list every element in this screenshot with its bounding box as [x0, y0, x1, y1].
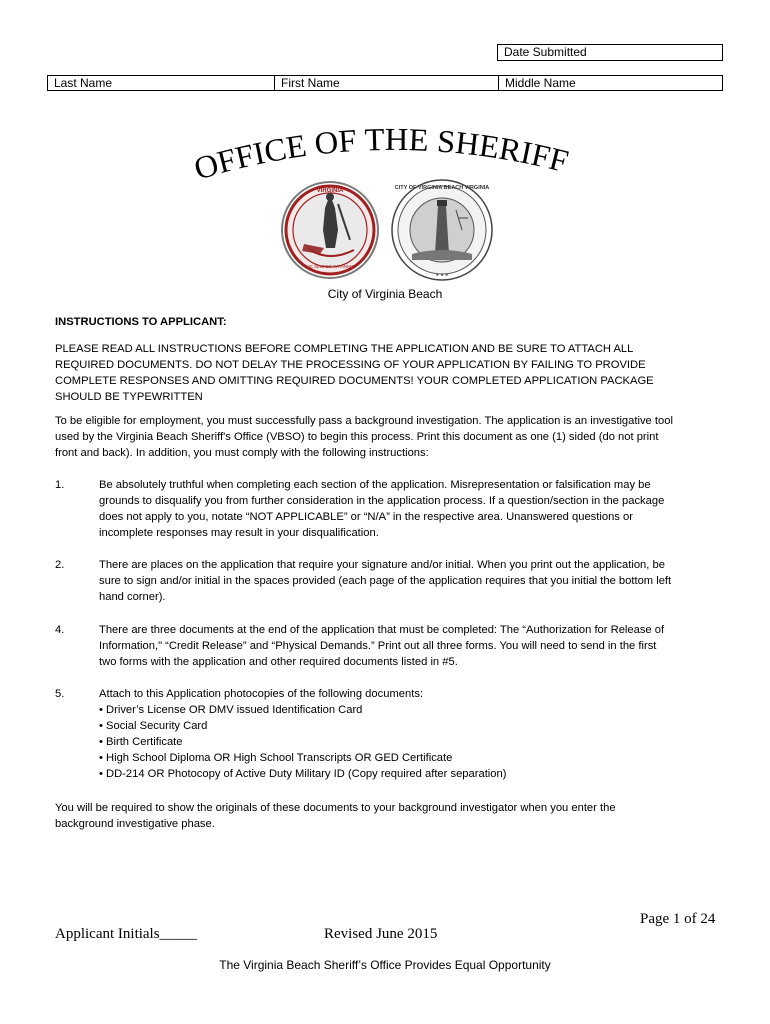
instructions-heading: INSTRUCTIONS TO APPLICANT: [55, 316, 227, 328]
eligibility-paragraph [55, 413, 717, 461]
originals-paragraph [55, 800, 717, 832]
item-line: grounds to disqualify you from further consideration in the application process. If a question/section in the package [99, 495, 665, 507]
item-line: Be absolutely truthful when completing each section of the application. Misrepresentation or falsification may be [99, 479, 651, 491]
item-number: 4. [55, 624, 65, 636]
warning-line: PLEASE READ ALL INSTRUCTIONS BEFORE COMPLETING THE APPLICATION AND BE SURE TO ATTACH ALL [55, 343, 634, 355]
item-line: Information," “Credit Release” and “Physical Demands.” Print out all three forms. You will need to send in the first [99, 640, 657, 652]
first-name-field[interactable] [274, 75, 499, 91]
item-line: There are places on the application that require your signature and/or initial. When you print out the application, be [99, 559, 665, 571]
bullet-item: • Driver’s License OR DMV issued Identification Card [99, 704, 363, 716]
seals [280, 178, 500, 283]
warning-line: REQUIRED DOCUMENTS. DO NOT DELAY THE PROCESSING OF YOUR APPLICATION BY FAILING TO PROVIDE [55, 359, 646, 371]
svg-text:CITY OF VIRGINIA BEACH VIRGINI: CITY OF VIRGINIA BEACH VIRGINIA [394, 185, 490, 191]
warning-line: SHOULD BE TYPEWRITTEN [55, 391, 203, 403]
item-number: 2. [55, 559, 65, 571]
warning-paragraph [55, 341, 717, 405]
first-name-label: First Name [281, 76, 340, 90]
item-number: 1. [55, 479, 65, 491]
item-line: does not apply to you, notate “NOT APPLICABLE” or “N/A” in the respective area. Unanswered questions or [99, 511, 633, 523]
svg-text:★ ★ ★: ★ ★ ★ [435, 272, 449, 277]
date-submitted-label: Date Submitted [504, 45, 587, 59]
city-of-virginia-beach-seal-icon [392, 180, 492, 280]
eligibility-line: To be eligible for employment, you must successfully pass a background investigation. The application is an investigative tool [55, 415, 673, 427]
item-line: There are three documents at the end of the application that must be completed: The “Authorization for Release of [99, 624, 665, 636]
middle-name-label: Middle Name [505, 76, 576, 90]
virginia-state-seal-icon [282, 182, 378, 278]
last-name-label: Last Name [54, 76, 113, 90]
applicant-initials[interactable]: Applicant Initials_____ [55, 926, 198, 942]
originals-line: background investigative phase. [55, 818, 215, 830]
svg-text:VIRGINIA: VIRGINIA [316, 188, 344, 194]
office-title-text: OFFICE OF THE SHERIFF [190, 128, 572, 187]
eligibility-line: used by the Virginia Beach Sheriff's Office (VBSO) to begin this process. Print this document as one (1) sided (do not print [55, 431, 659, 443]
svg-text:SIC SEMPER TYRANNIS: SIC SEMPER TYRANNIS [305, 264, 355, 269]
equal-opportunity-statement: The Virginia Beach Sheriff’s Office Provides Equal Opportunity [219, 958, 551, 972]
item-5-text [99, 686, 719, 782]
item-line: sure to sign and/or initial in the spaces provided (each page of the application requires that you initial the bottom left [99, 575, 672, 587]
eligibility-line: front and back). In addition, you must comply with the following instructions: [55, 447, 429, 459]
item-1-text [99, 477, 719, 541]
middle-name-field[interactable] [498, 75, 723, 91]
item-line: two forms with the application and other required documents listed in #5. [99, 656, 458, 668]
last-name-field[interactable] [47, 75, 275, 91]
page-number: Page 1 of 24 [640, 911, 716, 927]
warning-line: COMPLETE RESPONSES AND OMITTING REQUIRED DOCUMENTS! YOUR COMPLETED APPLICATION PACKAGE [55, 375, 654, 387]
item-number: 5. [55, 688, 65, 700]
bullet-item: • DD-214 OR Photocopy of Active Duty Military ID (Copy required after separation) [99, 768, 507, 780]
city-caption: City of Virginia Beach [327, 287, 443, 301]
item-line: hand corner). [99, 591, 166, 603]
item-4-text [99, 622, 719, 670]
item-line: Attach to this Application photocopies of the following documents: [99, 688, 424, 700]
item-line: incomplete responses may result in your disqualification. [99, 527, 379, 539]
item-2-text [99, 557, 719, 605]
date-submitted-field[interactable] [497, 44, 723, 61]
bullet-item: • Birth Certificate [99, 736, 183, 748]
bullet-item: • High School Diploma OR High School Transcripts OR GED Certificate [99, 752, 453, 764]
revised-date: Revised June 2015 [324, 926, 438, 942]
bullet-item: • Social Security Card [99, 720, 208, 732]
originals-line: You will be required to show the originals of these documents to your background investigator when you enter the [55, 802, 616, 814]
